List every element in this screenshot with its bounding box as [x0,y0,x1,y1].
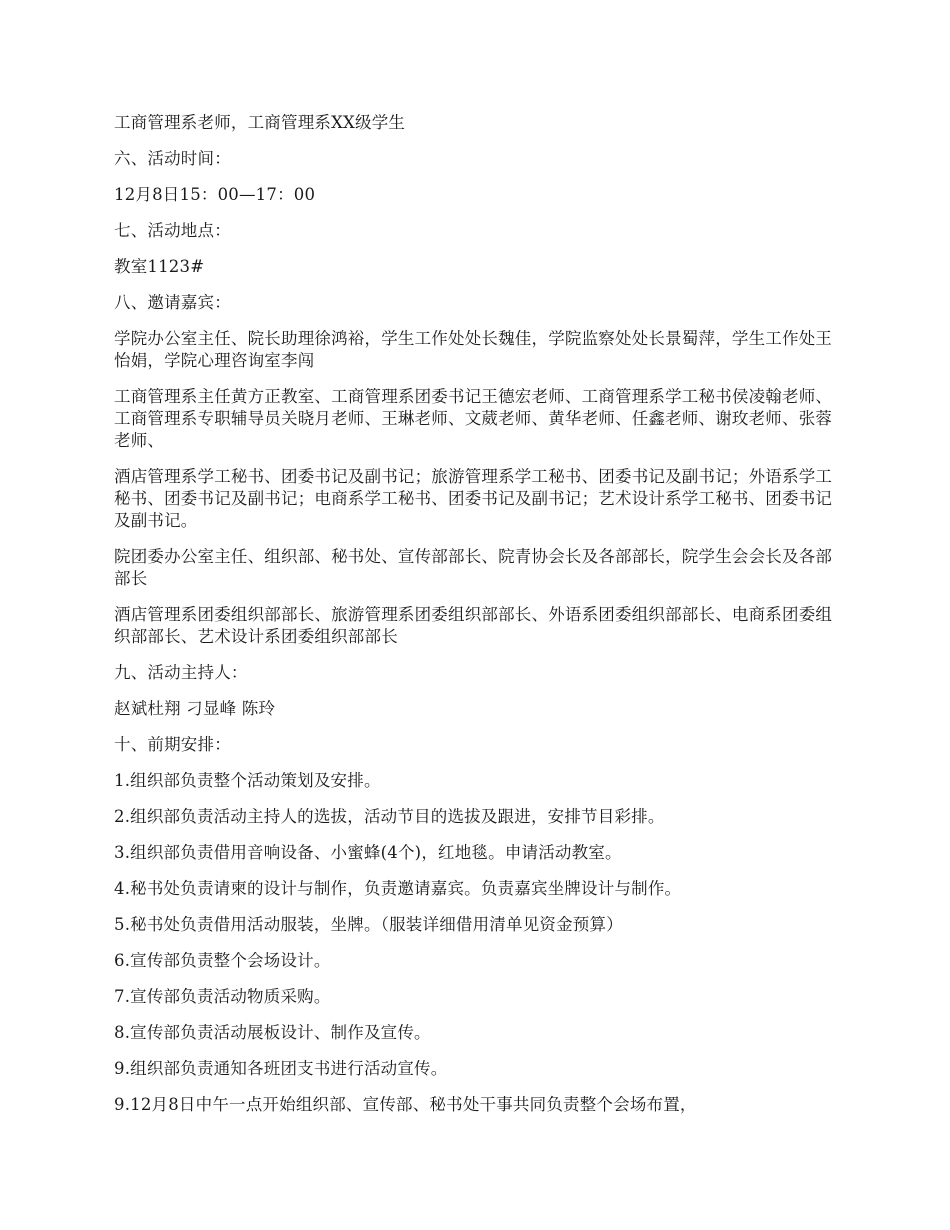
audience-line: 工商管理系老师，工商管理系XX级学生 [114,113,406,132]
arrangement-item: 7.宣传部负责活动物质采购。 [114,987,331,1006]
section-heading-guests: 八、邀请嘉宾： [114,293,231,312]
section-heading-hosts: 九、活动主持人： [114,663,248,682]
host-names: 赵斌杜翔 刁显峰 陈玲 [114,699,276,718]
arrangement-item: 9.组织部负责通知各班团支书进行活动宣传。 [114,1059,448,1078]
guest-paragraph: 酒店管理系学工秘书、团委书记及副书记；旅游管理系学工秘书、团委书记及副书记；外语系学工秘书、团委书记及副书记；电商系学工秘书、团委书记及副书记；艺术设计系学工秘书、团委书记及副书记。 [114,467,833,530]
guest-paragraph: 学院办公室主任、院长助理徐鸿裕，学生工作处处长魏佳，学院监察处处长景蜀萍，学生工作处王怡娟，学院心理咨询室李闯 [114,329,833,370]
document-page [114,112,844,1130]
arrangement-item: 2.组织部负责活动主持人的选拔，活动节目的选拔及跟进，安排节目彩排。 [114,807,665,826]
section-heading-time: 六、活动时间： [114,149,231,168]
guest-paragraph: 院团委办公室主任、组织部、秘书处、宣传部部长、院青协会长及各部部长，院学生会会长及各部部长 [114,547,833,588]
arrangement-item: 9.12月8日中午一点开始组织部、宣传部、秘书处干事共同负责整个会场布置， [114,1095,697,1114]
section-heading-location: 七、活动地点： [114,221,231,240]
guest-paragraph: 工商管理系主任黄方正教室、工商管理系团委书记王德宏老师、工商管理系学工秘书侯凌翰老师、工商管理系专职辅导员关晓月老师、王琳老师、文葳老师、黄华老师、任鑫老师、谢玫老师、张蓉老师、 [114,387,833,450]
arrangement-item: 4.秘书处负责请柬的设计与制作，负责邀请嘉宾。负责嘉宾坐牌设计与制作。 [114,879,682,898]
arrangement-item: 5.秘书处负责借用活动服装，坐牌。（服装详细借用清单见资金预算） [114,915,623,934]
section-heading-arrangements: 十、前期安排： [114,735,231,754]
arrangement-item: 3.组织部负责借用音响设备、小蜜蜂(4个)，红地毯。申请活动教室。 [114,843,622,862]
arrangement-item: 8.宣传部负责活动展板设计、制作及宣传。 [114,1023,431,1042]
guest-paragraph: 酒店管理系团委组织部部长、旅游管理系团委组织部部长、外语系团委组织部部长、电商系团委组织部部长、艺术设计系团委组织部部长 [114,605,833,646]
arrangement-item: 1.组织部负责整个活动策划及安排。 [114,771,381,790]
activity-time: 12月8日15：00—17：00 [114,185,316,204]
arrangement-item: 6.宣传部负责整个会场设计。 [114,951,331,970]
activity-location: 教室1123# [114,257,205,276]
